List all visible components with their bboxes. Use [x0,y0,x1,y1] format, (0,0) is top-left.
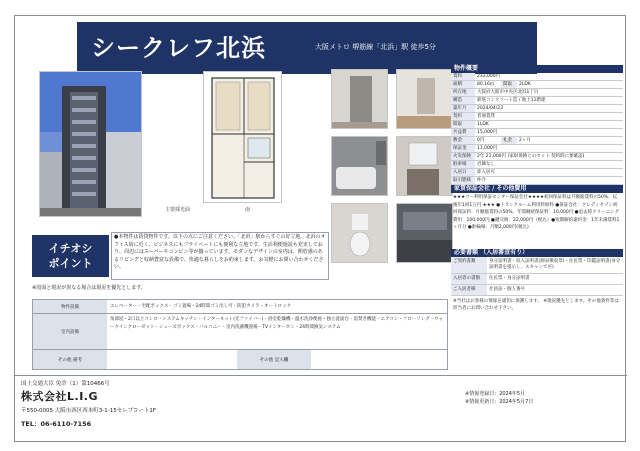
company-address: 〒550-0005 大阪市西区西本町3-1-15セレブコート1F [21,408,157,414]
license-number: 国土交通大臣 免許（1）第10466号 [21,381,110,387]
recommend-text: ●本物件は賃貸物件です。以下の点にご注意ください。「北浜」駅からすぐの好立地、北浜のオフィス街に近く、ビジネスにもプライベートにも便利な立地です。生活利便施設も充実しており、周辺にはスーパーやコンビニ等が揃っています。モダンなデザインの室内は、開放感のあるリビングと収納豊富な設備で、快適な暮らしをお約束します。お気軽にお問い合わせください。 [111,232,329,280]
overview-heading: 物件概要 [451,65,623,73]
info-dates: ※情報登録日：2024年5月 ※情報更新日：2024年5月7日 [465,391,534,405]
equipment-row-room: 室内設備 角部屋・2口以上コンロ・システムキッチン・インターネット(光ファイバー)・浴室乾燥機・温水洗浄便座・独立洗面台・追焚き機能・エアコン・フローリング・ウォークインクローゼット・シューズボックス・バルコニー・室内洗濯機置場・TVインターホン・24時間換気システム [32,314,448,350]
recommend-label: イチオシ ポイント [32,235,109,277]
flyer-sheet [14,15,626,442]
building-exterior-photo [39,71,142,217]
row-deposit: 敷金 0円 礼金 2ヶ月 [451,137,623,145]
features-heading: 家賃保証会社 / その他費用 [451,185,623,193]
row-rent: 賃料 233,000円 [451,73,623,81]
property-title: シークレフ北浜 [91,34,266,62]
row-guarantee: 保証金 11,000円 [451,145,623,153]
kitchen-photo [396,203,453,263]
entrance-photo [331,69,388,129]
floor-plan [203,71,282,203]
property-overview [451,65,623,314]
row-common-fee: 共益費 15,000円 [451,129,623,137]
company-name: 株式会社L.I.G [21,390,98,403]
row-address: 所在地 大阪府大阪市中央区北浜1丁目 [451,89,623,97]
features-text: ★★★ツー利用保証センター保証会社★★★★初回保証料は月額総賃料の50%、以後年1回1万円 ★★★ ●トランクルーム利用料無料 ●保証会社：クレディセゾン初回保証料：月額総賃料の50%、年間継続保証料：10,000円 ●退去時クリーニング費用：100,000円 ●鍵交換：22,000円（税込）●短期解約違約金：1年未満賃料1ヶ月分 ●駐輪場：月額2,000円(税込) [453,195,620,230]
equipment-row-other: その他 備考 その他 記入欄 [32,350,448,370]
row-transaction: 取引態様 仲介 [451,177,623,185]
bathroom-photo [331,136,388,196]
equipment-table [32,299,448,370]
row-parking: 駐車場 近隣なし [451,161,623,169]
company-tel: TEL：06-6110-7156 [21,420,92,428]
disclaimer-line: ※図面と現況が異なる場合は現況を優先とします。 [32,285,146,291]
row-built: 築年月 2024/04/23 [451,105,623,113]
row-move-in: 入居日 即入居可 [451,169,623,177]
toilet-photo [331,203,388,263]
document-row: ご入居者様 社員証・個人番号 [451,285,623,296]
row-layout: 間取 1LDK [451,121,623,129]
floorplan-caption: 主要採光面 [165,207,191,213]
notes-text: ※当社はお客様の情報を適切に保護します。 ※現況優先とします。その他条件等は担当者にお問い合わせ下さい。 [453,299,619,311]
document-row: ご契約書類 身分証明書・収入証明書(源泉徴収票)・住民票・印鑑証明書(身分証明書を提示し、スキャンで可) [451,257,623,274]
station-access: 大阪メトロ 堺筋線「北浜」駅 徒歩5分 [315,43,436,51]
row-contract: 契約 普通賃貸 [451,113,623,121]
washroom-photo [396,136,453,196]
footer-divider [15,375,627,376]
documents-heading: 必要書類 （入居審査有り） [451,249,623,257]
document-row: 入居者の書類 住民票・身分証明書 [451,274,623,285]
row-insurance: 火災保険 2年 21,000円 (家財保険とのセット 契約時に要確認) [451,153,623,161]
floorplan-direction: 南 [245,207,251,213]
equipment-row-building: 物件設備 エレベーター・宅配ボックス・ゴミ置場・24時間ゴミ出し可・防犯カメラ・オートロック [32,300,448,314]
living-room-photo [396,69,453,129]
row-area: 面積 80.16㎡ 間取 2LDK [451,81,623,89]
row-structure: 構造 鉄筋コンクリート造 / 地上11階建 [451,97,623,105]
